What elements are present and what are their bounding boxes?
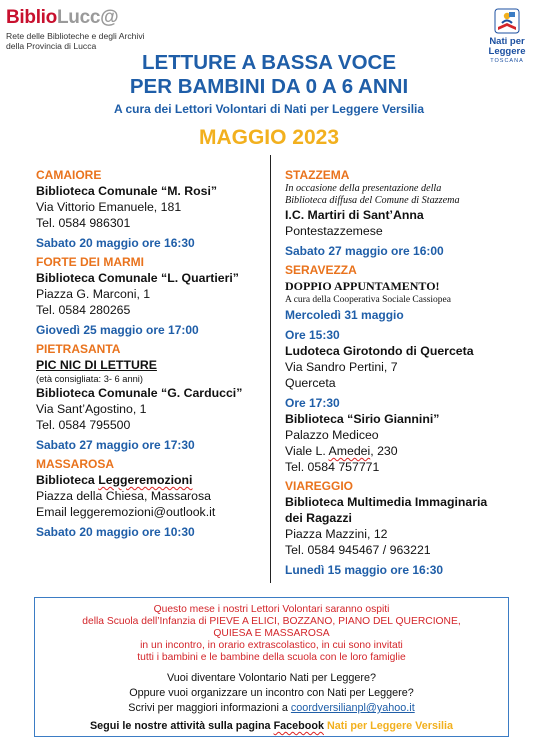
venue-address: Via Sant’Agostino, 1	[36, 402, 147, 416]
subtitle: A cura dei Lettori Volontari di Nati per Leggere Versilia	[113, 102, 425, 116]
bibliolucca-wordmark: BiblioLucc@	[6, 7, 119, 28]
event-curator: A cura della Cooperativa Sociale Cassiopea	[285, 295, 451, 305]
npl-region: TOSCANA	[490, 58, 524, 64]
event-seravezza	[285, 263, 520, 475]
notice-line: in un incontro, in orario extrascolastico, in cui sono invitati	[140, 640, 403, 651]
event-time: Ore 15:30	[285, 328, 340, 342]
event-date: Sabato 20 maggio ore 16:30	[36, 236, 195, 250]
venue-address: Via Sandro Pertini, 7	[285, 360, 398, 374]
age-note: (età consigliata: 3- 6 anni)	[36, 374, 143, 384]
event-title: PIC NIC DI LETTURE	[36, 358, 157, 372]
town-label: MASSAROSA	[36, 457, 115, 471]
venue-address: Palazzo Mediceo	[285, 428, 379, 442]
venue-name: Biblioteca “Sirio Giannini”	[285, 412, 440, 426]
venue-name: Biblioteca Comunale “M. Rosi”	[36, 184, 218, 198]
event-date: Giovedì 25 maggio ore 17:00	[36, 323, 199, 337]
contact-line: Scrivi per maggiori informazioni a coordversilianpl@yahoo.it	[128, 702, 415, 714]
town-label: FORTE DEI MARMI	[36, 255, 144, 269]
event-time: Ore 17:30	[285, 396, 340, 410]
facebook-link[interactable]: Facebook	[273, 720, 324, 732]
venue-name: Biblioteca Multimedia Immaginaria	[285, 495, 488, 509]
notice-line: Questo mese i nostri Lettori Volontari saranno ospiti	[153, 604, 390, 615]
organize-question: Oppure vuoi organizzare un incontro con Nati per Leggere?	[129, 687, 414, 699]
event-date: Lunedì 15 maggio ore 16:30	[285, 563, 444, 577]
event-date: Sabato 20 maggio ore 10:30	[36, 525, 195, 539]
venue-name: I.C. Martiri di Sant’Anna	[285, 208, 424, 222]
bibliolucca-subtitle: Rete delle Biblioteche e degli Archivi della Provincia di Lucca	[6, 31, 145, 51]
event-camaiore	[36, 168, 268, 251]
venue-address: Piazza della Chiesa, Massarosa	[36, 489, 211, 503]
venue-address: Via Vittorio Emanuele, 181	[36, 200, 182, 214]
left-column	[36, 168, 268, 540]
town-label: SERAVEZZA	[285, 263, 357, 277]
contact-email-link[interactable]: coordversilianpl@yahoo.it	[290, 702, 415, 714]
event-date: Sabato 27 maggio ore 16:00	[285, 244, 444, 258]
venue-address: Piazza Mazzini, 12	[285, 527, 388, 541]
notice-line: tutti i bambini e le bambine della scuola con le loro famiglie	[137, 652, 406, 663]
venue-name-cont: dei Ragazzi	[285, 511, 352, 525]
venue-address: Piazza G. Marconi, 1	[36, 287, 151, 301]
notice-line: QUIESA E MASSAROSA	[213, 628, 330, 639]
event-viareggio	[285, 479, 520, 578]
venue-name: Ludoteca Girotondo di Querceta	[285, 344, 474, 358]
event-massarosa	[36, 457, 268, 540]
venue-address: Viale L. Amedei, 230	[285, 444, 398, 458]
month-heading: MAGGIO 2023	[198, 126, 340, 149]
right-column	[285, 168, 520, 578]
venue-phone: Tel. 0584 986301	[36, 216, 131, 230]
notice-line: della Scuola dell’Infanzia di PIEVE A ELICI, BOZZANO, PIANO DEL QUERCIONE,	[82, 616, 461, 627]
title-line2: PER BAMBINI DA 0 A 6 ANNI	[129, 75, 409, 98]
event-date: Sabato 27 maggio ore 17:30	[36, 438, 195, 452]
venue-phone: Tel. 0584 280265	[36, 303, 131, 317]
event-note: Biblioteca diffusa del Comune di Stazzema	[285, 195, 460, 206]
town-label: PIETRASANTA	[36, 342, 121, 356]
event-stazzema	[285, 168, 520, 259]
column-divider	[270, 155, 271, 583]
venue-address: Querceta	[285, 376, 336, 390]
facebook-line: Segui le nostre attività sulla pagina Facebook Nati per Leggere Versilia	[89, 720, 454, 732]
bibliolucca-logo	[6, 8, 145, 51]
town-label: STAZZEMA	[285, 168, 350, 182]
event-note: In occasione della presentazione della	[285, 183, 442, 194]
venue-place: Pontestazzemese	[285, 224, 383, 238]
event-headline: DOPPIO APPUNTAMENTO!	[285, 279, 440, 293]
event-date: Mercoledì 31 maggio	[285, 308, 404, 322]
venue-phone: Tel. 0584 795500	[36, 418, 131, 432]
volunteer-question: Vuoi diventare Volontario Nati per Leggere?	[166, 672, 377, 684]
venue-name: Biblioteca Comunale “G. Carducci”	[36, 386, 243, 400]
npl-reading-child-icon	[494, 8, 520, 34]
venue-email[interactable]: Email leggeremozioni@outlook.it	[36, 505, 216, 519]
venue-name: Biblioteca Comunale “L. Quartieri”	[36, 271, 239, 285]
event-forte-dei-marmi	[36, 255, 268, 338]
event-pietrasanta	[36, 342, 268, 453]
venue-name: Biblioteca Leggeremozioni	[36, 473, 193, 487]
info-box	[34, 597, 509, 737]
npl-name: Nati per Leggere	[488, 36, 526, 57]
town-label: CAMAIORE	[36, 168, 102, 182]
title-line1: LETTURE A BASSA VOCE	[142, 51, 396, 74]
venue-phone: Tel. 0584 945467 / 963221	[285, 543, 431, 557]
venue-phone: Tel. 0584 757771	[285, 460, 380, 474]
town-label: VIAREGGIO	[285, 479, 354, 493]
